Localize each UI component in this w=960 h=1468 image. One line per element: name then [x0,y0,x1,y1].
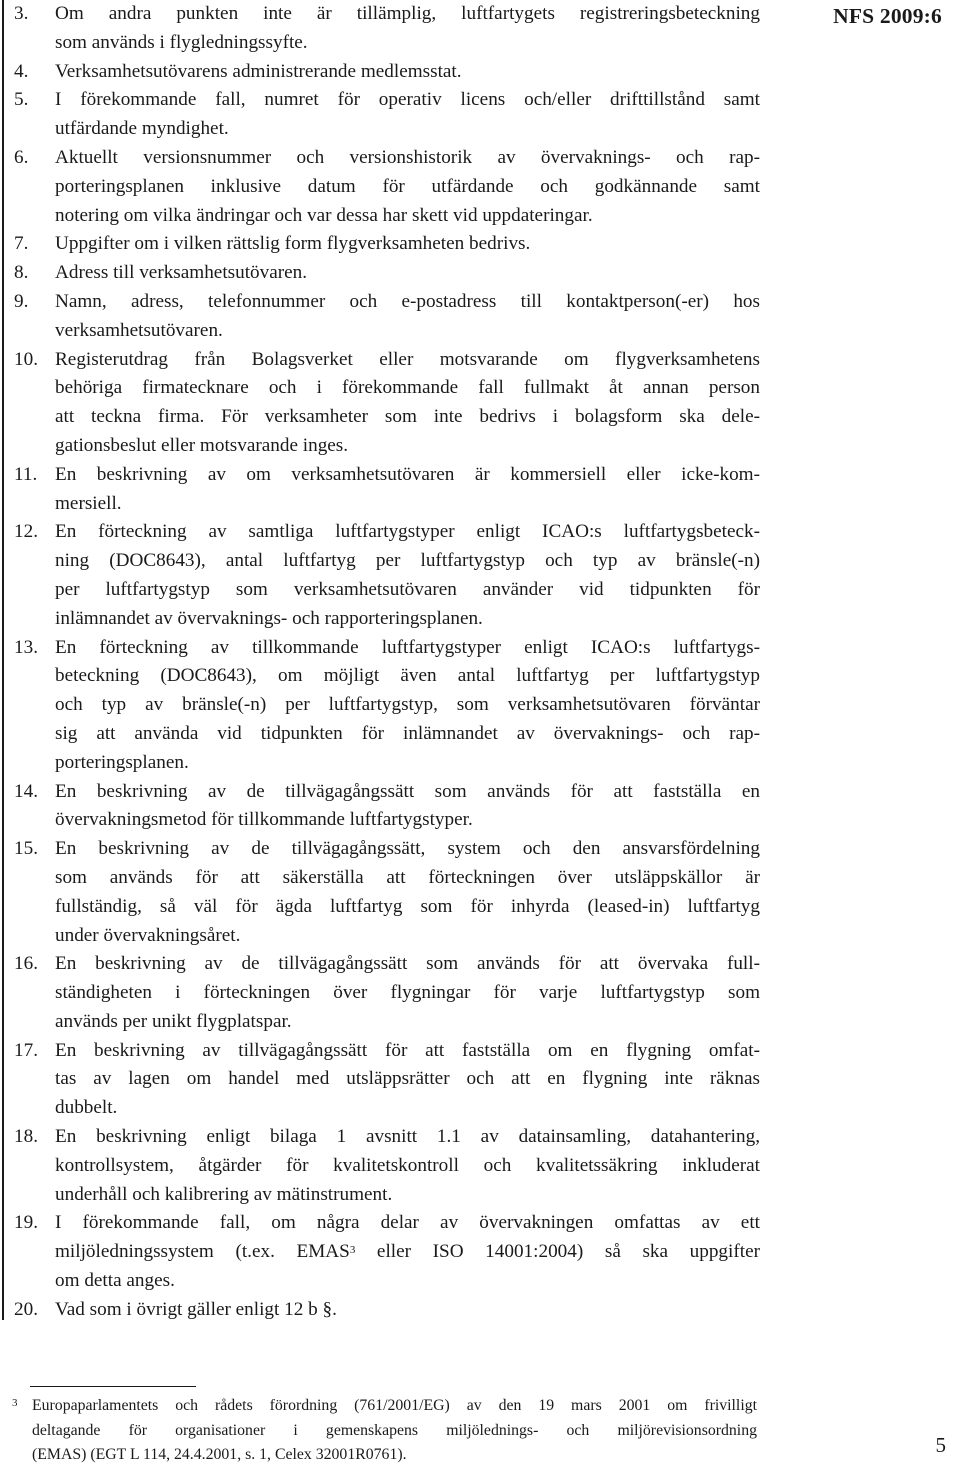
item-number: 6. [14,146,29,168]
list-item [0,259,760,288]
item-text-line: Aktuellt versionsnummer och versionshistorik av övervaknings- och rap- [55,146,760,168]
item-text-line: kontrollsystem, åtgärder för kvalitetskontroll och kvalitetssäkring inkluderat [55,1154,760,1176]
item-text-line: inlämnandet av övervaknings- och rapporteringsplanen. [55,607,483,629]
item-text-line: underhåll och kalibrering av mätinstrument. [55,1183,393,1205]
item-text-line: En beskrivning av om verksamhetsutövaren är kommersiell eller icke-kom- [55,463,760,485]
item-text-line: per luftfartygstyp som verksamhetsutövaren använder vid tidpunkten för [55,578,760,600]
list-item [0,346,760,461]
item-text-line: Om andra punkten inte är tillämplig, luftfartygets registreringsbeteckning [55,3,760,24]
footnote-line: Europaparlamentets och rådets förordning (761/2001/EG) av den 19 mars 2001 om frivilligt [32,1397,757,1414]
page-number: 5 [935,1433,946,1457]
item-text-line: Vad som i övrigt gäller enligt 12 b §. [55,1298,337,1320]
item-number: 5. [14,89,29,111]
footnote-line: (EMAS) (EGT L 114, 24.4.2001, s. 1, Celex 32001R0761). [32,1446,407,1463]
item-text-line [55,1238,760,1267]
list-item [0,230,760,259]
item-text-line: verksamhetsutövaren. [55,319,223,341]
item-text-line: I förekommande fall, om några delar av övervakningen omfattas av ett [55,1212,760,1234]
item-text-line: porteringsplanen. [55,751,189,773]
item-text-line: En beskrivning av de tillvägagångssätt som används för att fastställa en [55,780,760,802]
footnote-mark: 3 [12,1397,18,1409]
list-item [0,144,760,230]
item-text-line: porteringsplanen inklusive datum för utfärdande och godkännande samt [55,175,760,197]
footnote-line: deltagande för organisationer i gemenskapens miljölednings- och miljörevisionsordning [32,1421,757,1439]
item-text-line: att teckna firma. För verksamheter som inte bedrivs i bolagsform ska dele- [55,406,760,428]
item-text-line: fullständig, så väl för ägda luftfartyg som för inhyrda (leased-in) luftfartyg [55,895,760,917]
footnote-divider [30,1386,196,1387]
item-number: 8. [14,262,29,284]
list-item [0,518,760,633]
item-number: 7. [14,233,29,255]
item-text-line: En beskrivning enligt bilaga 1 avsnitt 1.1 av datainsamling, datahantering, [55,1126,760,1148]
item-text-line: utfärdande myndighet. [55,118,229,140]
item-number: 13. [14,636,38,658]
item-number: 14. [14,780,38,802]
item-number: 17. [14,1039,38,1061]
item-text-line: sig att använda vid tidpunkten för inlämnandet av övervaknings- och rap- [55,722,760,744]
footnote [12,1394,757,1468]
item-text-line: ständigheten i förteckningen över flygningar för varje luftfartygstyp som [55,982,760,1004]
item-text-line: Verksamhetsutövarens administrerande medlemsstat. [55,60,462,82]
item-text-line: En beskrivning av de tillvägagångssätt, system och den ansvarsfördelning [55,838,760,860]
list-item [0,288,760,346]
list-item [0,0,760,58]
item-text-line: tas av lagen om handel med utsläppsrätter och att en flygning inte räknas [55,1068,760,1090]
item-text-line: En beskrivning av tillvägagångssätt för att fastställa om en flygning omfat- [55,1039,760,1061]
item-text-line: I förekommande fall, numret för operativ licens och/eller drifttillstånd samt [55,89,760,111]
item-text-line: behöriga firmatecknare och i förekommande fall fullmakt åt annan person [55,377,760,399]
footnote-reference[interactable]: 3 [349,1244,356,1257]
item-text-line: En beskrivning av de tillvägagångssätt som används för att övervaka full- [55,953,760,975]
list-item [0,461,760,519]
item-text-fragment: miljöledningssystem (t.ex. EMAS [55,1241,350,1263]
item-text-line: Uppgifter om i vilken rättslig form flygverksamheten bedrivs. [55,233,531,255]
item-text-line: under övervakningsåret. [55,924,241,946]
list-item [0,1296,760,1325]
item-text-line: mersiell. [55,492,122,514]
item-text-line: övervakningsmetod för tillkommande luftfartygstyper. [55,809,473,831]
item-number: 10. [14,348,38,370]
item-number: 9. [14,290,29,312]
item-text-line: Adress till verksamhetsutövaren. [55,262,308,284]
item-number: 19. [14,1212,38,1234]
list-item [0,1037,760,1123]
item-text-fragment: eller ISO 14001:2004) så ska uppgifter [355,1241,760,1263]
item-text-line: som används för att säkerställa att förteckningen över utsläppskällor är [55,866,760,888]
item-number: 15. [14,838,38,860]
list-item [0,1123,760,1209]
document-code: NFS 2009:6 [833,4,942,28]
item-number: 16. [14,953,38,975]
item-text-line: dubbelt. [55,1097,118,1119]
item-number: 11. [14,463,38,485]
item-number: 20. [14,1298,38,1320]
list-item [0,950,760,1036]
item-number: 18. [14,1126,38,1148]
item-text-line: Namn, adress, telefonnummer och e-postadress till kontaktperson(-er) hos [55,290,760,312]
item-text-line: ning (DOC8643), antal luftfartyg per luftfartygstyp och typ av bränsle(-n) [55,550,760,572]
list-item [0,1209,760,1295]
item-text-line: används per unikt flygplatspar. [55,1010,292,1032]
item-text-line: En förteckning av samtliga luftfartygstyper enligt ICAO:s luftfartygsbeteck- [55,521,760,543]
list-item [0,835,760,950]
item-text-line: som används i flygledningssyfte. [55,31,308,53]
item-text-line: och typ av bränsle(-n) per luftfartygstyp, som verksamhetsutövaren förväntar [55,694,760,716]
item-text-line: gationsbeslut eller motsvarande inges. [55,434,349,456]
item-text-line: Registerutdrag från Bolagsverket eller motsvarande om flygverksamhetens [55,348,760,370]
item-number: 4. [14,60,29,82]
item-text-line: om detta anges. [55,1270,175,1292]
list-item [0,778,760,836]
item-number: 12. [14,521,38,543]
item-text-line: En förteckning av tillkommande luftfartygstyper enligt ICAO:s luftfartygs- [55,636,760,658]
item-text-line: notering om vilka ändringar och var dessa har skett vid uppdateringar. [55,204,593,226]
list-item [0,58,760,87]
list-item [0,634,760,778]
list-item [0,86,760,144]
item-text-line: beteckning (DOC8643), om möjligt även antal luftfartyg per luftfartygstyp [55,665,760,687]
item-number: 3. [14,3,29,24]
